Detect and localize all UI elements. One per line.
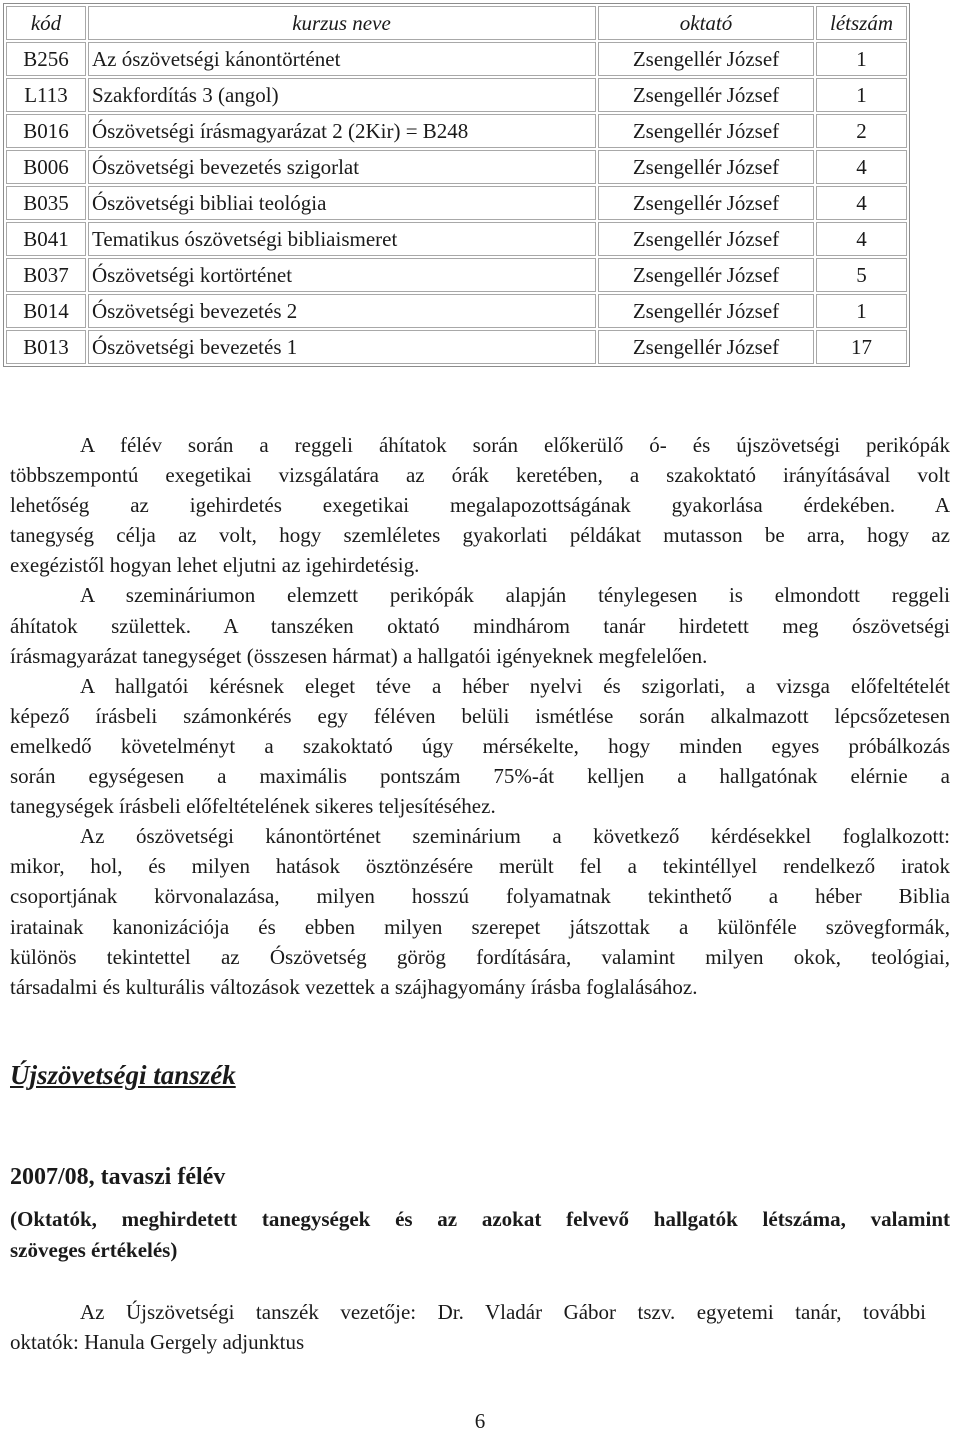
table-row (6, 78, 907, 112)
staff-line: oktatók: Hanula Gergely adjunktus (10, 1330, 305, 1354)
table-header-row (6, 6, 907, 40)
paragraph (10, 821, 950, 1002)
table-row (6, 42, 907, 76)
paragraph (10, 671, 950, 821)
course-code-cell: B014 (6, 294, 86, 328)
course-name-cell: Ószövetségi bevezetés 2 (88, 294, 596, 328)
course-name-cell: Ószövetségi bibliai teológia (88, 186, 596, 220)
enrollment-cell: 1 (816, 42, 907, 76)
table-header-cell: kurzus neve (88, 6, 596, 40)
paragraph-line: során egységesen a maximális pontszám 75%-át kelljen a hallgatónak elérnie a (10, 764, 950, 789)
paragraph-line: A hallgatói kérésnek eleget téve a héber nyelvi és szigorlati, a vizsga előfeltételét (80, 673, 950, 698)
instructor-cell: Zsengellér József (598, 78, 814, 112)
course-code-cell: B041 (6, 222, 86, 256)
instructor-cell: Zsengellér József (598, 114, 814, 148)
paragraph-line: A szemináriumon elemzett perikópák alapján ténylegesen is elmondott reggeli (80, 583, 950, 608)
instructor-cell: Zsengellér József (598, 42, 814, 76)
course-name-cell: Ószövetségi bevezetés 1 (88, 330, 596, 364)
subtitle-line: (Oktatók, meghirdetett tanegységek és az azokat felvevő hallgatók létszáma, valamint (10, 1207, 950, 1231)
table-header-cell: kód (6, 6, 86, 40)
table-header-cell: létszám (816, 6, 907, 40)
table-row (6, 150, 907, 184)
paragraph-line: emelkedő követelményt a szakoktató úgy mérsékelte, hogy minden egyes próbálkozás (10, 733, 950, 758)
instructor-cell: Zsengellér József (598, 150, 814, 184)
paragraph-line: lehetőség az igehirdetés exegetikai megalapozottságának gyakorlása érdekében. A (10, 493, 950, 518)
table-row (6, 186, 907, 220)
paragraph-line: írásmagyarázat tanegységet (összesen hármat) a hallgatói igényeknek megfelelően. (10, 643, 708, 668)
paragraph-line: különös tekintettel az Ószövetség görög fordítására, valamint milyen okok, teológiai, (10, 944, 950, 969)
instructor-cell: Zsengellér József (598, 330, 814, 364)
course-table-body (6, 6, 907, 364)
course-name-cell: Ószövetségi kortörténet (88, 258, 596, 292)
instructor-cell: Zsengellér József (598, 222, 814, 256)
instructor-cell: Zsengellér József (598, 258, 814, 292)
paragraph-line: mikor, hol, és milyen hatások ösztönzésére merült fel a tekintéllyel rendelkező iratok (10, 854, 950, 879)
course-code-cell: B013 (6, 330, 86, 364)
staff-line: Az Újszövetségi tanszék vezetője: Dr. Vladár Gábor tszv. egyetemi tanár, további (80, 1300, 926, 1324)
paragraph-line: csoportjának körvonalazása, milyen hosszú folyamatnak tekinthető a héber Biblia (10, 884, 950, 909)
enrollment-cell: 17 (816, 330, 907, 364)
course-table (3, 3, 910, 367)
paragraph-line: Az ószövetségi kánontörténet szeminárium a következő kérdésekkel foglalkozott: (80, 824, 950, 849)
paragraph-line: áhítatok születtek. A tanszéken oktató mindhárom tanár hirdetett meg ószövetségi (10, 613, 950, 638)
enrollment-cell: 1 (816, 294, 907, 328)
staff-paragraph (10, 1297, 926, 1357)
course-name-cell: Ószövetségi írásmagyarázat 2 (2Kir) = B248 (88, 114, 596, 148)
table-row (6, 114, 907, 148)
enrollment-cell: 1 (816, 78, 907, 112)
paragraph-line: képező írásbeli számonkérés egy féléven belüli ismétlése során alkalmazott lépcsőzetesen (10, 703, 950, 728)
table-row (6, 222, 907, 256)
course-code-cell: L113 (6, 78, 86, 112)
paragraph (10, 580, 950, 670)
enrollment-cell: 4 (816, 186, 907, 220)
course-code-cell: B016 (6, 114, 86, 148)
section-heading: Újszövetségi tanszék (10, 1060, 236, 1090)
course-code-cell: B006 (6, 150, 86, 184)
enrollment-cell: 4 (816, 150, 907, 184)
instructor-cell: Zsengellér József (598, 186, 814, 220)
subtitle-line: szöveges értékelés) (10, 1238, 178, 1262)
table-row (6, 294, 907, 328)
table-row (6, 330, 907, 364)
semester-heading: 2007/08, tavaszi félév (10, 1164, 226, 1190)
course-name-cell: Tematikus ószövetségi bibliaismeret (88, 222, 596, 256)
enrollment-cell: 2 (816, 114, 907, 148)
course-code-cell: B037 (6, 258, 86, 292)
course-name-cell: Az ószövetségi kánontörténet (88, 42, 596, 76)
body-text (10, 430, 950, 1002)
paragraph (10, 430, 950, 580)
paragraph-line: társadalmi és kulturális változások vezettek a szájhagyomány írásba foglalásához. (10, 974, 698, 999)
course-name-cell: Szakfordítás 3 (angol) (88, 78, 596, 112)
enrollment-cell: 4 (816, 222, 907, 256)
course-name-cell: Ószövetségi bevezetés szigorlat (88, 150, 596, 184)
enrollment-cell: 5 (816, 258, 907, 292)
paragraph-line: exegézistől hogyan lehet eljutni az igehirdetésig. (10, 553, 420, 578)
table-row (6, 258, 907, 292)
paragraph-line: iratainak kanonizációja és ebben milyen szerepet játszottak a különféle szövegformák, (10, 914, 950, 939)
course-code-cell: B256 (6, 42, 86, 76)
paragraph-line: többszempontú exegetikai vizsgálatára az órák keretében, a szakoktató irányításával volt (10, 463, 950, 488)
paragraph-line: tanegységek írásbeli előfeltételének sikeres teljesítéséhez. (10, 794, 496, 819)
subtitle (10, 1204, 950, 1266)
paragraph-line: tanegység célja az volt, hogy szemléletes gyakorlati példákat mutasson be arra, hogy az (10, 523, 950, 548)
course-code-cell: B035 (6, 186, 86, 220)
instructor-cell: Zsengellér József (598, 294, 814, 328)
table-header-cell: oktató (598, 6, 814, 40)
page-number: 6 (474, 1409, 486, 1433)
paragraph-line: A félév során a reggeli áhítatok során előkerülő ó- és újszövetségi perikópák (80, 433, 950, 457)
